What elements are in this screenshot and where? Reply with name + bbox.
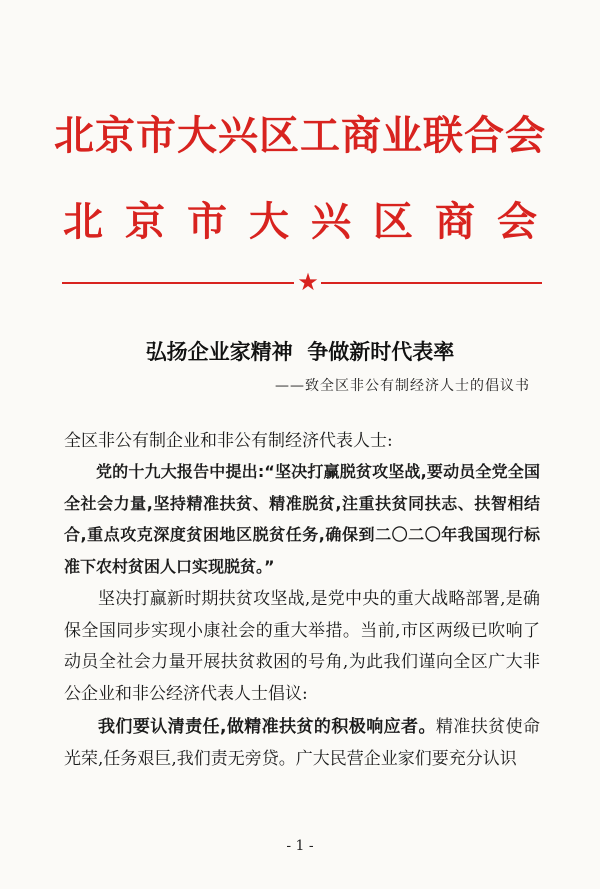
body-paragraph-2: 坚决打赢新时期扶贫攻坚战,是党中央的重大战略部署,是确保全国同步实现小康社会的重大举措。当前,市区两级已吹响了动员全社会力量开展扶贫救困的号角,为此我们谨向全区广大非公企业和非公经济代表人士倡议: [64,589,540,704]
star-icon: ★ [297,268,319,296]
document-subtitle: ——致全区非公有制经济人士的倡议书 [275,378,530,394]
page-number: - 1 - [286,838,314,854]
paragraph3-rest: 精准扶贫使命光荣,任务艰巨,我们责无旁贷。广大民营企业家们要充分认识 [64,717,540,769]
body-paragraph-3 [64,712,540,775]
paragraph3-lead: 我们要认清责任,做精准扶贫的积极响应者。 [98,717,436,737]
org-name-line1: 北京市大兴区工商业联合会 [54,112,546,159]
red-divider-left [62,282,294,284]
org-name-line2: 北京市大兴区商会 [63,198,559,245]
red-divider-right [321,282,542,284]
document-title: 弘扬企业家精神 争做新时代表率 [145,340,455,364]
quote-paragraph: 党的十九大报告中提出:“坚决打赢脱贫攻坚战,要动员全党全国全社会力量,坚持精准扶贫、精准脱贫,注重扶贫同扶志、扶智相结合,重点攻克深度贫困地区脱贫任务,确保到二〇二〇年我国现行标准下农村贫困人口实现脱贫。” [64,462,540,576]
salutation: 全区非公有制企业和非公有制经济代表人士: [64,431,393,451]
